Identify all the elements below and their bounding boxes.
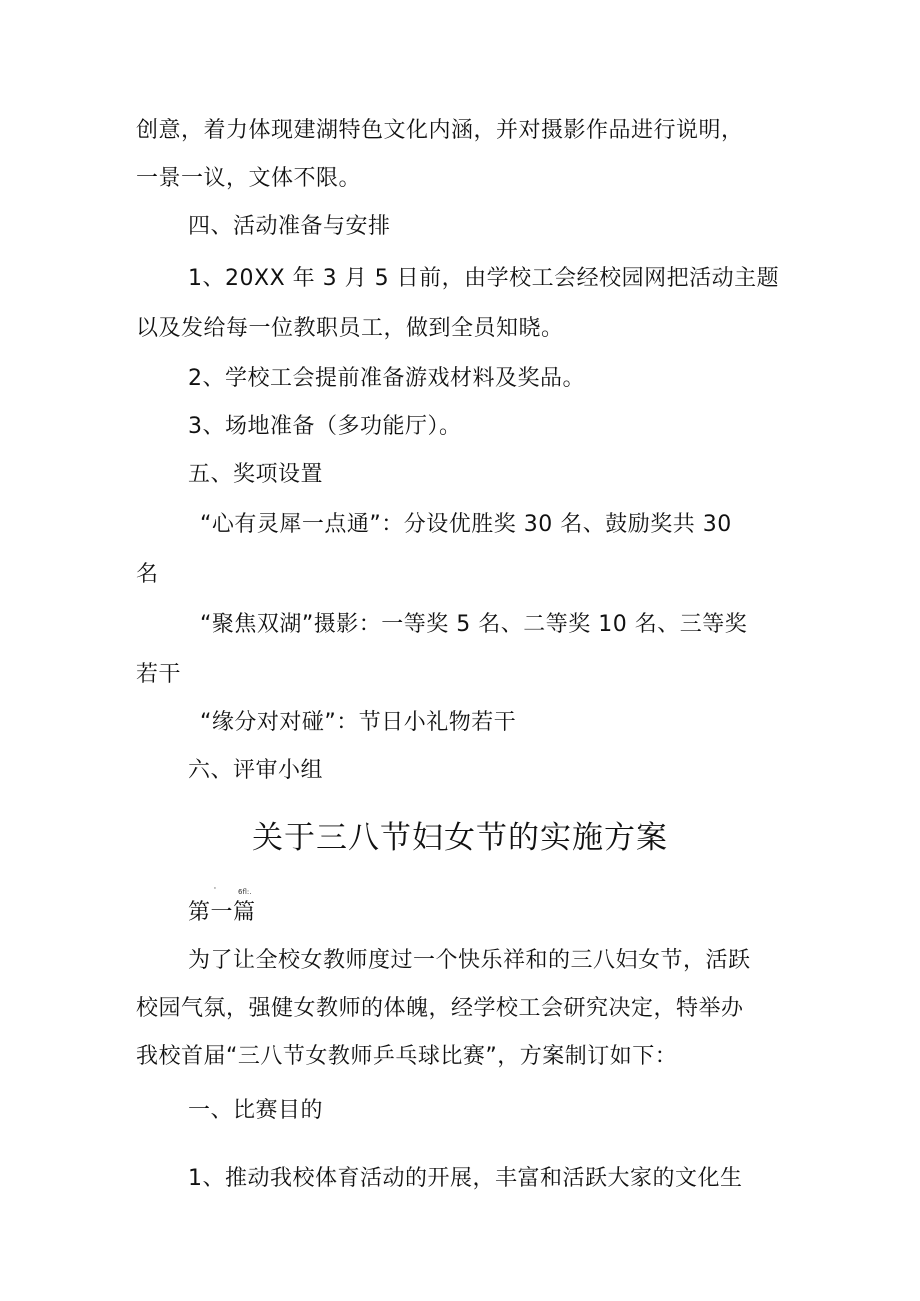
text-line: 1、推动我校体育活动的开展，丰富和活跃大家的文化生 bbox=[188, 1166, 743, 1191]
text-line: “缘分对对碰”：节日小礼物若干 bbox=[200, 710, 517, 735]
text-line: “聚焦双湖”摄影：一等奖 5 名、二等奖 10 名、三等奖 bbox=[200, 612, 748, 637]
section-label: 第一篇 bbox=[188, 900, 256, 925]
text-line: 1、20XX 年 3 月 5 日前，由学校工会经校园网把活动主题 bbox=[188, 266, 780, 291]
text-line: 以及发给每一位教职员工，做到全员知晓。 bbox=[136, 316, 564, 341]
document-title: 关于三八节妇女节的实施方案 bbox=[252, 820, 668, 856]
text-line: 创意，着力体现建湖特色文化内涵，并对摄影作品进行说明， bbox=[136, 118, 744, 143]
stray-mark: ' bbox=[214, 886, 216, 894]
section-heading: 四、活动准备与安排 bbox=[188, 214, 391, 239]
text-line: 为了让全校女教师度过一个快乐祥和的三八妇女节，活跃 bbox=[188, 948, 751, 973]
text-line: 3、场地准备（多功能厅）。 bbox=[188, 414, 462, 439]
text-line: 若干 bbox=[136, 662, 182, 687]
text-line: 名 bbox=[136, 562, 159, 587]
section-heading: 六、评审小组 bbox=[188, 758, 324, 783]
stray-mark: 6fl:. bbox=[238, 888, 252, 896]
text-line: “心有灵犀一点通”：分设优胜奖 30 名、鼓励奖共 30 bbox=[200, 512, 732, 537]
section-heading: 一、比赛目的 bbox=[188, 1098, 324, 1123]
text-line: 一景一议，文体不限。 bbox=[136, 166, 362, 191]
section-heading: 五、奖项设置 bbox=[188, 462, 324, 487]
text-line: 2、学校工会提前准备游戏材料及奖品。 bbox=[188, 366, 585, 391]
text-line: 我校首届“三八节女教师乒乓球比赛”，方案制订如下： bbox=[136, 1044, 678, 1069]
text-line: 校园气氛，强健女教师的体魄，经学校工会研究决定，特举办 bbox=[136, 996, 744, 1021]
